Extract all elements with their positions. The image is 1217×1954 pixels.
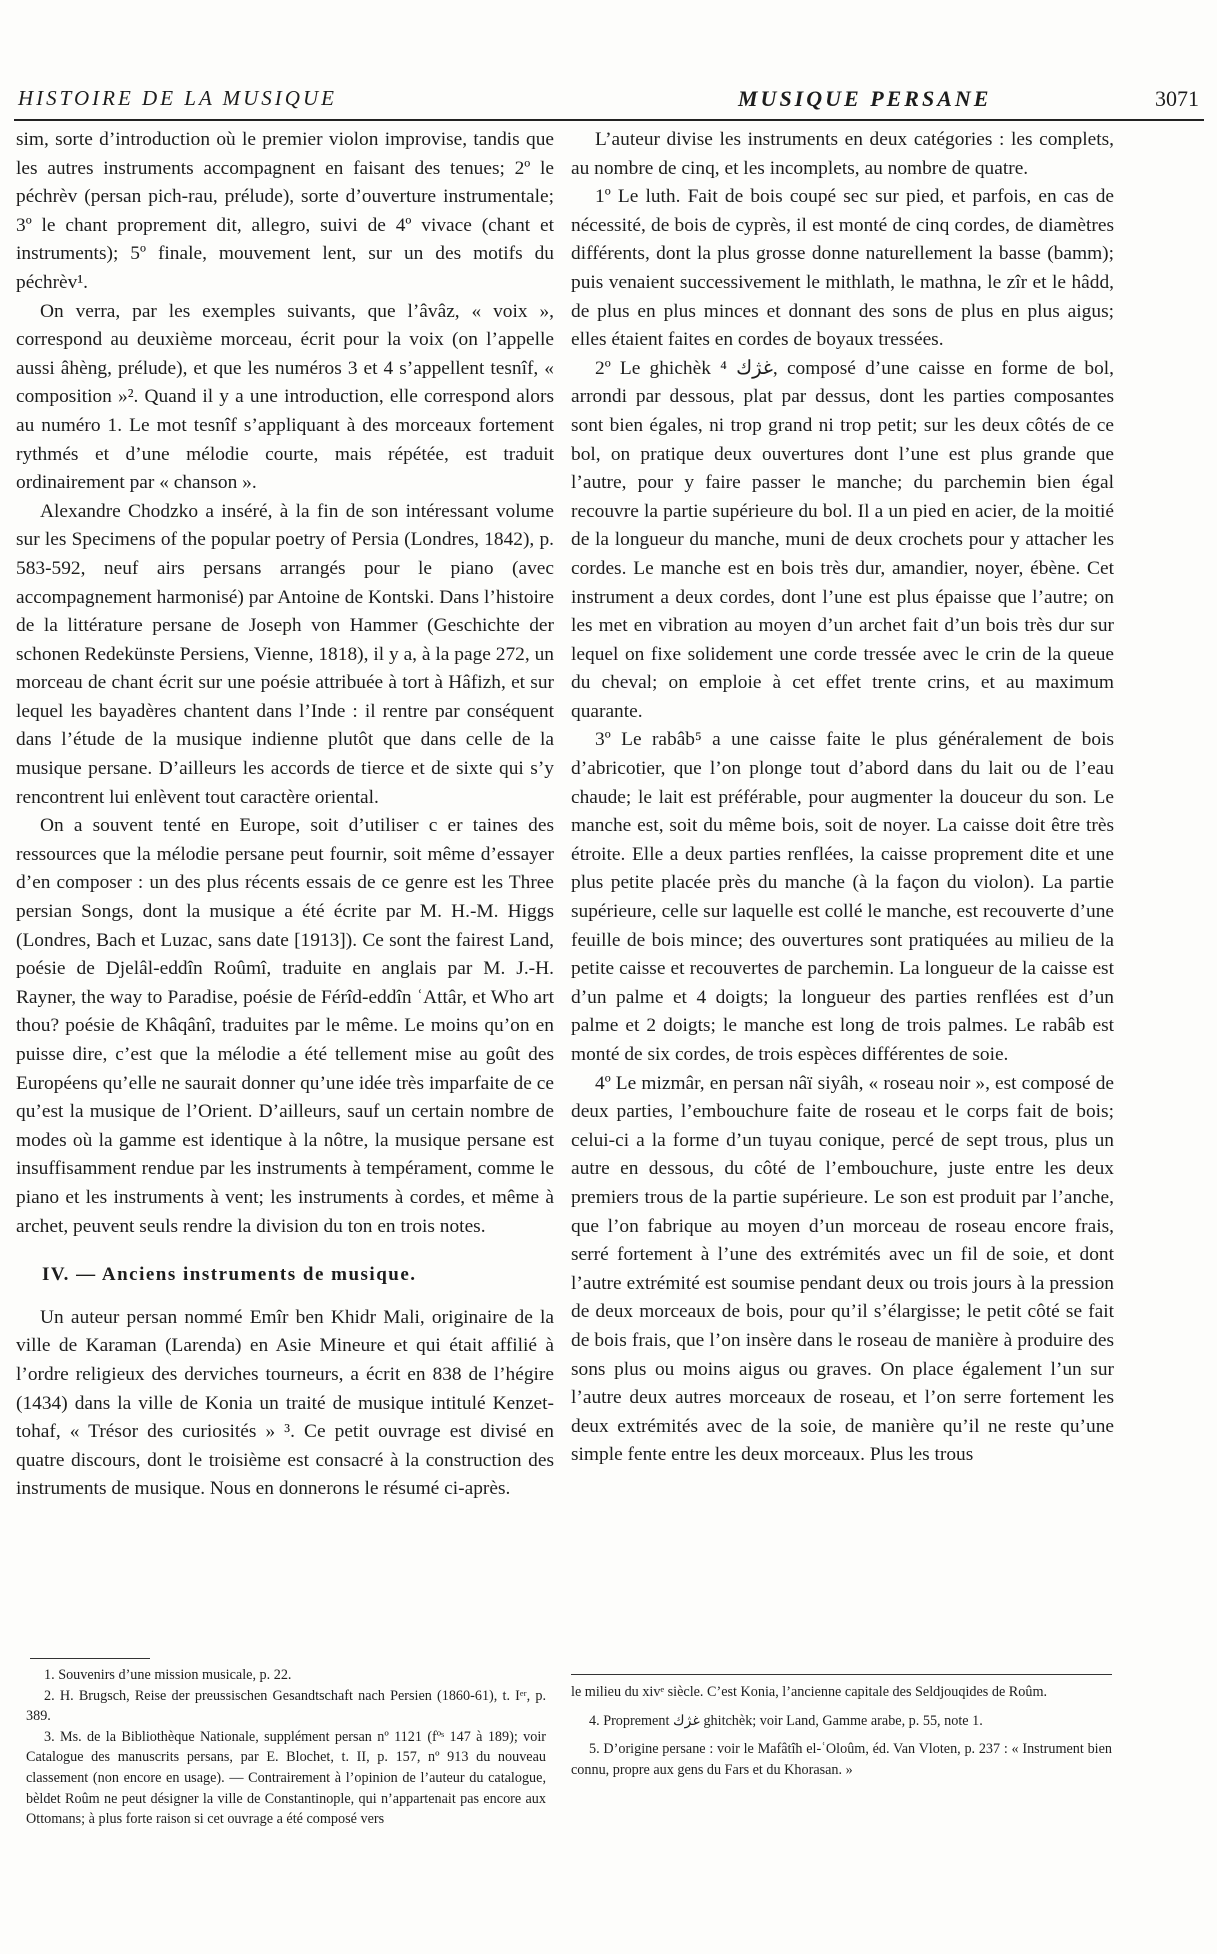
paragraph: sim, sorte d’introduction où le premier violon improvise, tandis que les autres instruments accompagnent en faisant des tenues; 2º le péchrèv (persan pich-rau, prélude), sorte d’ouverture instrumentale; 3º le chant proprement dit, allegro, suivi de 4º vivace (chant et instruments); 5º finale, mouvement lent, sur un des motifs du péchrèv¹. [16,129,554,293]
footnote: 3. Ms. de la Bibliothèque Nationale, supplément persan nº 1121 (fºˢ 147 à 189); voir Catalogue des manuscrits persans, par E. Blochet, t. II, p. 157, nº 913 du nouveau classement (non encore en usage). — Contrairement à l’opinion de l’auteur du catalogue, bèldet Roûm ne peut désigner la ville de Constantinople, qui n’appartenait pas encore aux Ottomans; à plus forte raison si cet ouvrage a été composé vers [26,1728,546,1828]
right-column [571,126,1114,1470]
header-left-title: HISTOIRE DE LA MUSIQUE [18,86,337,110]
footnote: 4. Proprement غژك ghitchèk; voir Land, Gamme arabe, p. 55, note 1. [589,1712,983,1729]
header-right-title: MUSIQUE PERSANE [738,86,992,111]
paragraph: On a souvent tenté en Europe, soit d’utiliser c er taines des ressources que la mélodie persane peut fournir, soit même d’essayer d’en composer : un des plus récents essais de ce genre est les Three persian Songs, dont la musique a été écrite par M. H.-M. Higgs (Londres, Bach et Luzac, sans date [1913]). Ce sont the fairest Land, poésie de Djelâl-eddîn Roûmî, traduite en anglais par M. J.-H. Rayner, the way to Paradise, poésie de Férîd-eddîn ʿAttâr, et Who art thou? poésie de Khâqânî, traduites par le même. Le moins qu’on en puisse dire, c’est que la mélodie a été tellement mise au goût des Européens qu’elle ne saurait donner qu’une idée très imparfaite de ce qu’est la musique de l’Orient. D’ailleurs, sauf un certain nombre de modes où la gamme est identique à la nôtre, la musique persane est insuffisamment rendue par les instruments à tempérament, comme le piano et les instruments à vent; les instruments à cordes, et même à archet, peuvent seuls rendre la division du ton en trois notes. [16,815,554,1237]
paragraph: 2º Le ghichèk غژك ⁴, composé d’une caisse en forme de bol, arrondi par dessous, plat par dessus, dont les parties composantes sont bien égales, ni trop grand ni trop petit; sur les deux côtés de ce bol, on pratique deux ouvertures dont l’une est plus grande que l’autre, pour y faire passer le manche; du parchemin bien égal recouvre la partie supérieure du bol. Il a un pied en acier, de la moitié de la longueur du manche, muni de deux crochets pour y attacher les cordes. Le manche est en bois très dur, amandier, noyer, ébène. Cet instrument a deux cordes, dont l’une est plus épaisse que l’autre; on les met en vibration au moyen d’un archet fait d’un bois très dur sur lequel on fixe solidement une corde tressée avec le crin de la queue du cheval; on emploie à cet effet trente crins, et au maximum quarante. [571,357,1114,722]
section-heading: IV. — Anciens instruments de musique. [42,1264,417,1286]
page-number: 3071 [1155,86,1199,111]
paragraph: 4º Le mizmâr, en persan nâï siyâh, « roseau noir », est composé de deux parties, l’embouchure faite de roseau et le corps fait de bois; celui-ci a la forme d’un tuyau conique, percé de sept trous, plus un autre en dessous, du côté de l’embouchure, juste entre les deux premiers trous de la partie supérieure. Le son est produit par l’anche, que l’on fabrique au moyen d’un morceau de roseau encore frais, serré fortement à l’une des extrémités avec un fil de soie, et dont l’autre extrémité est soumise pendant deux ou trois jours à la pression de deux morceaux de bois, pour qu’il s’élargisse; le petit côté se fait de bois frais, que l’on insère dans le roseau de manière à produire des sons plus ou moins aigus ou graves. On place également l’un sur l’autre deux autres morceaux de roseau, et l’on serre fortement les deux extrémités avec de la soie, de manière qu’il ne reste qu’une simple fente entre les deux morceaux. Plus les trous [571,1072,1114,1466]
paragraph: On verra, par les exemples suivants, que l’âvâz, « voix », correspond au deuxième morceau, écrit pour la voix (on l’appelle aussi âhèng, prélude), et que les numéros 3 et 4 s’appellent tesnîf, « composition »². Quand il y a une introduction, elle correspond alors au numéro 1. Le mot tesnîf s’appliquant à des morceaux fortement rythmés et d’une mélodie courte, mais répétée, est traduit ordinairement par « chanson ». [16,300,554,494]
paragraph: 3º Le rabâb⁵ a une caisse faite le plus généralement de bois d’abricotier, que l’on plonge tout d’abord dans du lait ou de l’eau chaude; le lait est préférable, pour augmenter la douceur du son. Le manche est, soit du même bois, soit de noyer. La caisse doit être très étroite. Elle a deux parties renflées, la caisse proprement dite et une plus petite placée près du manche (à la façon du violon). La partie supérieure, celle sur laquelle est collé le manche, est recouverte d’une feuille de bois mince; des ouvertures sont pratiquées au milieu de la petite caisse et recouvertes de parchemin. La longueur de la caisse est d’un palme et 4 doigts; la longueur des parties renflées est d’un palme et 2 doigts; le manche est long de trois palmes. Le rabâb est monté de six cordes, de trois espèces différentes de soie. [571,729,1114,1065]
paragraph: Alexandre Chodzko a inséré, à la fin de son intéressant volume sur les Specimens of the popular poetry of Persia (Londres, 1842), p. 583-592, neuf airs persans arrangés pour le piano (avec accompagnement harmonisé) par Antoine de Kontski. Dans l’histoire de la littérature persane de Joseph von Hammer (Geschichte der schonen Redekünste Persiens, Vienne, 1818), il y a, à la page 272, un morceau de chant écrit sur une poésie attribuée à tort à Hâfizh, et sur lequel les bayadères chantent dans l’Inde : il rentre par conséquent dans l’étude de la musique indienne plutôt que dans celle de la musique persane. D’ailleurs les accords de tierce et de sixte qui s’y rencontrent lui enlèvent tout caractère oriental. [16,500,554,808]
footnote-rule [30,1658,150,1659]
paragraph: Un auteur persan nommé Emîr ben Khidr Mali, originaire de la ville de Karaman (Larenda) en Asie Mineure et qui était affilié à l’ordre religieux des derviches tourneurs, a écrit en 838 de l’hégire (1434) dans la ville de Konia un traité de musique intitulé Kenzet-tohaf, « Trésor des curiosités » ³. Ce petit ouvrage est divisé en quatre discours, dont le troisième est consacré à la construction des instruments de musique. Nous en donnerons le résumé ci-après. [16,1306,554,1500]
footnote: 1. Souvenirs d’une mission musicale, p. 22. [44,1667,292,1683]
footnote-rule [571,1674,1112,1675]
header-rule [14,119,1204,121]
footnotes-left [26,1665,546,1830]
footnotes-right [571,1682,1112,1780]
left-column [16,126,554,1504]
footnote: 2. H. Brugsch, Reise der preussischen Gesandtschaft nach Persien (1860-61), t. Iᵉʳ, p. 389. [26,1687,546,1725]
footnote: le milieu du xivᵉ siècle. C’est Konia, l’ancienne capitale des Seldjouqides de Roûm. [571,1684,1048,1700]
running-header [0,86,1217,116]
footnote: 5. D’origine persane : voir le Mafâtîh el-ʿOloûm, éd. Van Vloten, p. 237 : « Instrument bien connu, propre aux gens du Fars et du Khorasan. » [571,1741,1112,1778]
paragraph: L’auteur divise les instruments en deux catégories : les complets, au nombre de cinq, et les incomplets, au nombre de quatre. [571,129,1114,179]
paragraph: 1º Le luth. Fait de bois coupé sec sur pied, et parfois, en cas de nécessité, de bois de cyprès, il est monté de cinq cordes, de diamètres différents, dont la plus grosse donne naturellement la basse (bamm); puis venaient successivement le mithlath, le mathna, le zîr et le hâdd, de plus en plus minces et donnant des sons de plus en plus aigus; elles étaient faites en cordes de boyaux tressées. [571,186,1114,351]
